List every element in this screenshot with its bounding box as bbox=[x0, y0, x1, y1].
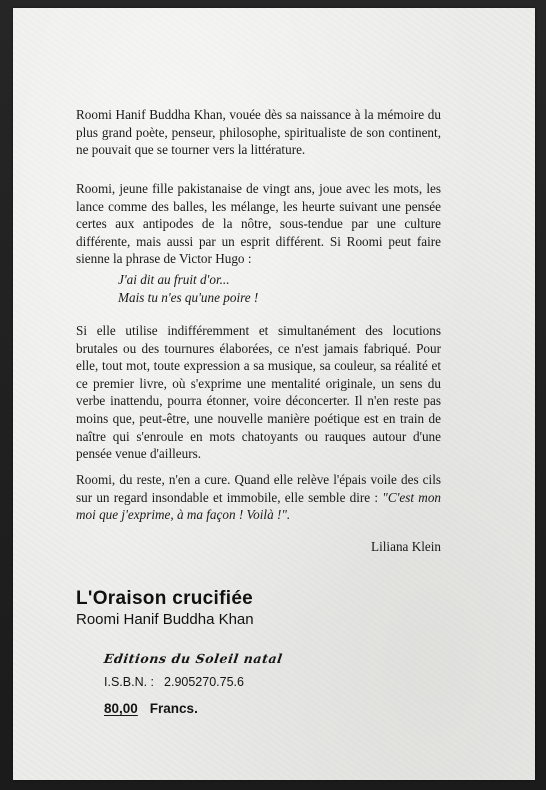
description-paragraph: Roomi, jeune fille pakistanaise de vingt ans, joue avec les mots, les lance comme des balles, les mélange, les heurte suivant une pensée certes aux antipodes de la nôtre, sous-tendue par une culture différente, mais aussi par un esprit différent. Si Roomi peut faire sienne la phrase de Victor Hugo : bbox=[76, 181, 441, 267]
closing-paragraph bbox=[76, 471, 441, 524]
hugo-quote-line-1: J'ai dit au fruit d'or... bbox=[118, 272, 230, 287]
price-row bbox=[104, 701, 198, 716]
closing-paragraph-lead: Roomi, du reste, n'en a cure. Quand elle relève l'épais voile des cils sur un regard insondable et immobile, elle semble bbox=[76, 472, 441, 505]
book-author: Roomi Hanif Buddha Khan bbox=[76, 611, 254, 628]
style-paragraph: Si elle utilise indifféremment et simultanément des locutions brutales ou des tournures élaborées, ce n'est jamais fabriqué. Pour elle, tout mot, toute expression a sa musique, sa couleur, sa réalité et ce premier livre, où s'exprime une mentalité originale, un sens du verbe inattendu, pourra étonner, voire déconcerter. Il n'en reste pas moins que, peut-être, une nouvelle manière poétique est en train de naître qui s'enroule en mots chatoyants ou rauques autour d'une pensée venue d'ailleurs. bbox=[76, 323, 441, 462]
review-signature: Liliana Klein bbox=[371, 539, 441, 554]
book-title: L'Oraison crucifiée bbox=[76, 588, 254, 609]
publisher-name: Editions du Soleil natal bbox=[102, 651, 284, 666]
closing-paragraph-dire: dire : bbox=[349, 489, 379, 505]
price-value: 80,00 bbox=[104, 701, 138, 716]
intro-paragraph: Roomi Hanif Buddha Khan, vouée dès sa naissance à la mémoire du plus grand poète, penseur, philosophe, spiritualiste de son continent, ne pouvait que se tourner vers la littérature. bbox=[76, 107, 441, 158]
isbn-label: I.S.B.N. : bbox=[104, 675, 155, 689]
hugo-quote-line-2: Mais tu n'es qu'une poire ! bbox=[118, 290, 259, 305]
price-currency: Francs. bbox=[149, 701, 198, 716]
closing-quote: "C'est mon moi que j'exprime, à ma façon ! Voilà !". bbox=[76, 489, 442, 523]
isbn-row bbox=[104, 675, 244, 689]
isbn-value: 2.905270.75.6 bbox=[164, 675, 244, 689]
